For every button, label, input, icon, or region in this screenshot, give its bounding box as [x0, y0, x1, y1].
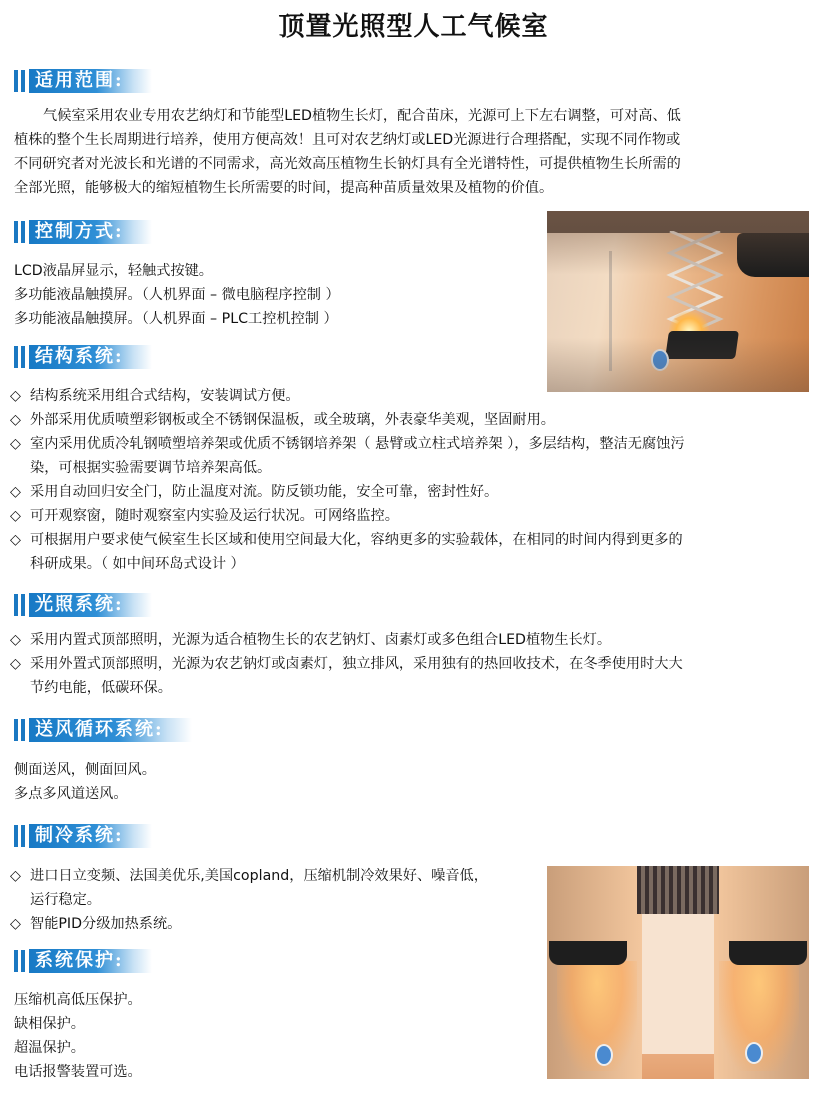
section-title-lighting: 光照系统: [29, 593, 152, 617]
section-title-structure: 结构系统: [29, 345, 152, 369]
structure-item: ◇ 可开观察窗，随时观察室内实验及运行状况。可网络监控。 [10, 504, 810, 528]
scope-paragraph [14, 104, 814, 200]
diamond-bullet-icon: ◇ [10, 484, 21, 500]
section-header-cooling [14, 823, 152, 849]
diamond-bullet-icon: ◇ [10, 388, 21, 404]
cooling-item: ◇ 进口日立变频、法国美优乐,美国copland，压缩机制冷效果好、噪音低， 运行稳定。 [10, 864, 550, 912]
section-header-airflow [14, 717, 192, 743]
protection-list [14, 988, 142, 1084]
section-header-control [14, 219, 152, 245]
section-marker [14, 825, 25, 847]
airflow-list [14, 758, 156, 806]
control-list [14, 259, 340, 331]
section-header-structure [14, 344, 152, 370]
structure-item: ◇ 室内采用优质冷轧钢喷塑培养架或优质不锈钢培养架（ 悬臂或立柱式培养架 ），多层结构，整洁无腐蚀污 染，可根据实验需要调节培养架高低。 [10, 432, 810, 480]
section-title-control: 控制方式: [29, 220, 152, 244]
protection-item: 压缩机高低压保护。 [14, 992, 142, 1008]
section-title-cooling: 制冷系统: [29, 824, 152, 848]
cooling-item: ◇ 智能PID分级加热系统。 [10, 912, 550, 936]
climate-chamber-corridor-photo [547, 866, 809, 1079]
lighting-item: ◇ 采用内置式顶部照明，光源为适合植物生长的农艺钠灯、卤素灯或多色组合LED植物生长灯。 [10, 628, 815, 652]
section-marker [14, 950, 25, 972]
structure-item: ◇ 可根据用户要求使气候室生长区域和使用空间最大化，容纳更多的实验载体，在相同的时间内得到更多的 科研成果。（ 如中间环岛式设计 ） [10, 528, 810, 576]
climate-chamber-lamp-photo [547, 211, 809, 392]
control-item: 多功能液晶触摸屏。（人机界面 – PLC工控机控制 ） [14, 311, 338, 327]
diamond-bullet-icon: ◇ [10, 916, 21, 932]
airflow-item: 多点多风道送风。 [14, 786, 128, 802]
structure-item: ◇ 采用自动回归安全门，防止温度对流。防反锁功能，安全可靠，密封性好。 [10, 480, 810, 504]
section-marker [14, 719, 25, 741]
protection-item: 电话报警装置可选。 [14, 1064, 142, 1080]
diamond-bullet-icon: ◇ [10, 532, 21, 548]
page-title: 顶置光照型人工气候室 [278, 12, 549, 42]
protection-item: 缺相保护。 [14, 1016, 85, 1032]
lighting-list [10, 628, 815, 700]
section-marker [14, 594, 25, 616]
diamond-bullet-icon: ◇ [10, 436, 21, 452]
structure-list [10, 384, 810, 576]
lighting-item: ◇ 采用外置式顶部照明，光源为农艺钠灯或卤素灯，独立排风，采用独有的热回收技术，在冬季使用时大大 节约电能，低碳环保。 [10, 652, 815, 700]
diamond-bullet-icon: ◇ [10, 412, 21, 428]
diamond-bullet-icon: ◇ [10, 868, 21, 884]
section-header-scope [14, 68, 152, 94]
scope-line: 植株的整个生长周期进行培养，使用方便高效！且可对农艺纳灯或LED光源进行合理搭配，实现不同作物或 [14, 132, 681, 148]
airflow-item: 侧面送风，侧面回风。 [14, 762, 156, 778]
diamond-bullet-icon: ◇ [10, 632, 21, 648]
section-marker [14, 221, 25, 243]
cooling-list [10, 864, 550, 936]
section-header-protection [14, 948, 152, 974]
scope-line: 全部光照，能够极大的缩短植物生长所需要的时间，提高种苗质量效果及植物的价值。 [14, 180, 554, 196]
protection-item: 超温保护。 [14, 1040, 85, 1056]
section-title-airflow: 送风循环系统: [29, 718, 192, 742]
scope-line: 不同研究者对光波长和光谱的不同需求，高光效高压植物生长钠灯具有全光谱特性，可提供植物生长所需的 [14, 156, 681, 172]
section-marker [14, 346, 25, 368]
section-header-lighting [14, 592, 152, 618]
diamond-bullet-icon: ◇ [10, 656, 21, 672]
structure-item: ◇ 外部采用优质喷塑彩钢板或全不锈钢保温板，或全玻璃，外表豪华美观，坚固耐用。 [10, 408, 810, 432]
section-title-protection: 系统保护: [29, 949, 152, 973]
section-title-scope: 适用范围: [29, 69, 152, 93]
control-item: 多功能液晶触摸屏。（人机界面 – 微电脑程序控制 ） [14, 287, 340, 303]
diamond-bullet-icon: ◇ [10, 508, 21, 524]
structure-item: ◇ 结构系统采用组合式结构，安装调试方便。 [10, 384, 810, 408]
section-marker [14, 70, 25, 92]
scope-line: 气候室采用农业专用农艺纳灯和节能型LED植物生长灯，配合苗床，光源可上下左右调整，可对高、低 [43, 108, 681, 124]
control-item: LCD液晶屏显示，轻触式按键。 [14, 263, 213, 279]
